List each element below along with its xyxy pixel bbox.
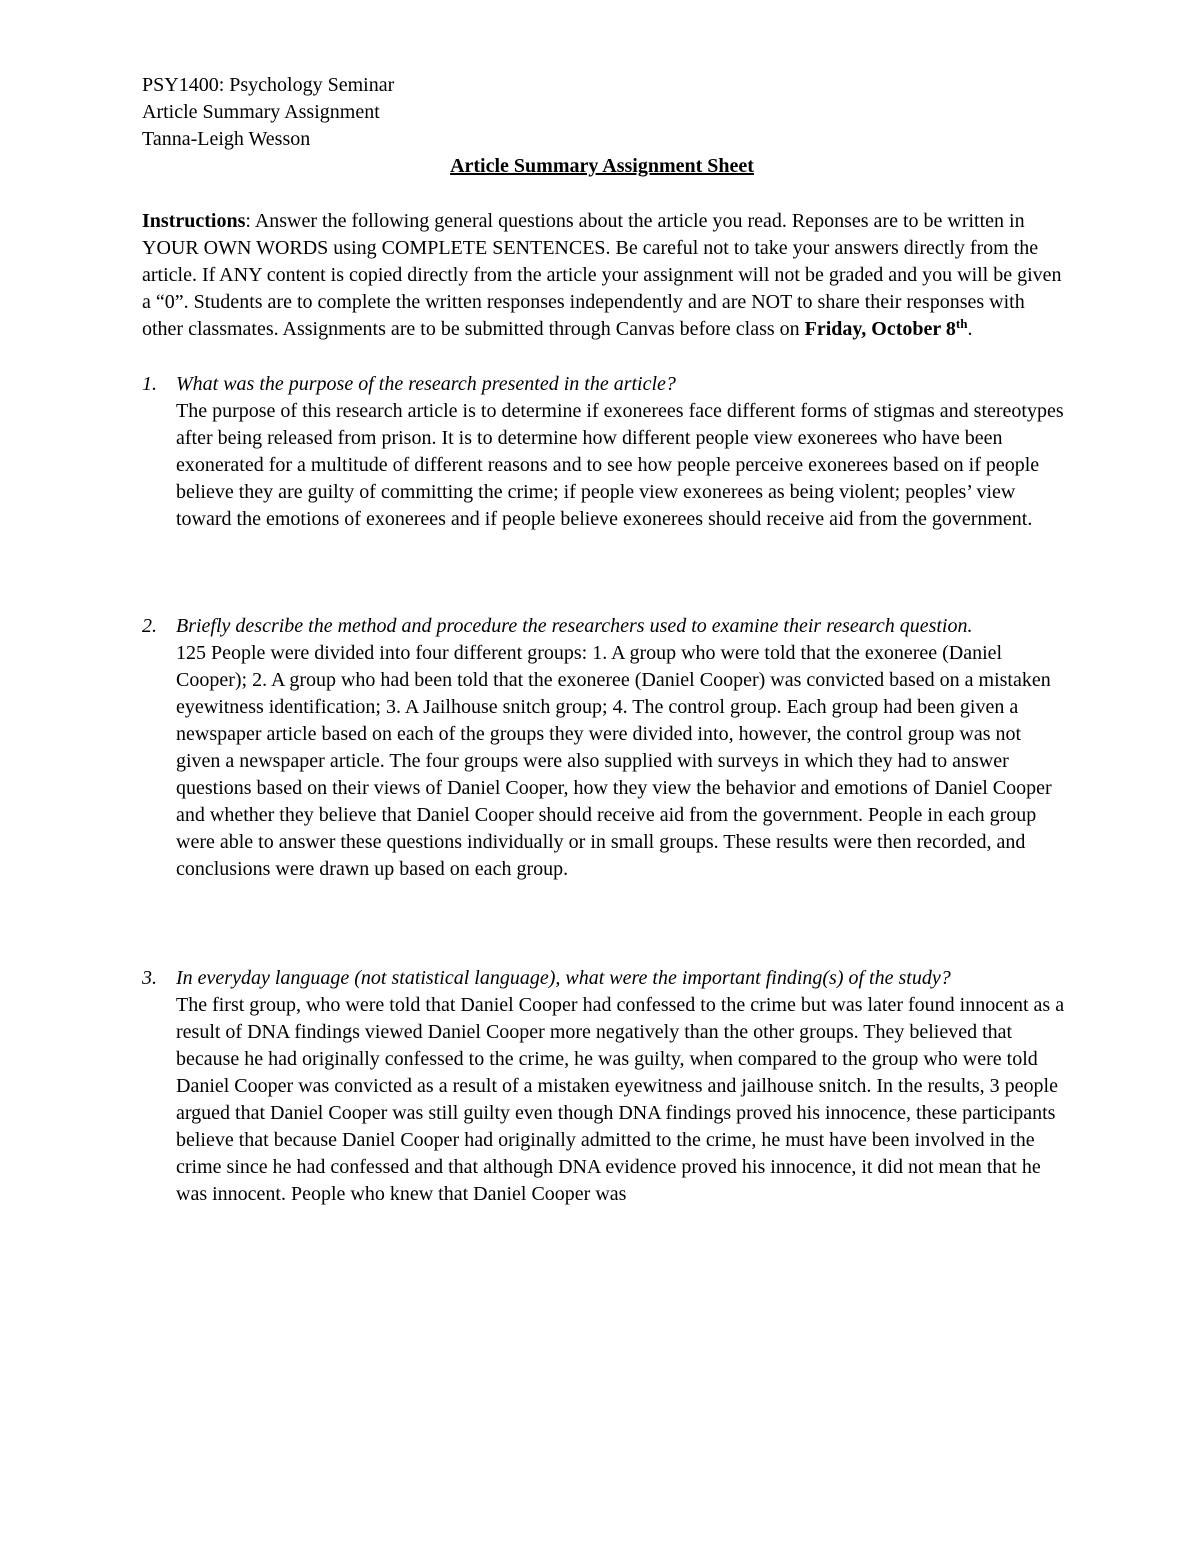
- question-2: [142, 613, 1066, 883]
- question-1: [142, 371, 1066, 533]
- instructions-body: : Answer the following general questions about the article you read. Reponses are to be written in YOUR OWN WORDS using COMPLETE SENTENCES. Be careful not to take your answers directly from the article. If ANY content is copied directly from the article your assignment will not be graded and you will be given a “0”. Students are to complete the written responses independently and are NOT to share their responses with other classmates. Assignments are to be submitted through Canvas before class on: [142, 210, 1062, 340]
- instructions-label: Instructions: [142, 210, 246, 232]
- due-date-suffix: th: [955, 316, 968, 331]
- question-number: 1.: [142, 373, 157, 395]
- question-number: 2.: [142, 615, 157, 637]
- due-date-text: Friday, October 8: [804, 318, 956, 340]
- question-text: What was the purpose of the research presented in the article?: [176, 373, 676, 395]
- question-number: 3.: [142, 967, 157, 989]
- student-name: Tanna-Leigh Wesson: [142, 128, 311, 150]
- document-page: [142, 72, 1065, 1208]
- instructions-paragraph: [142, 208, 1062, 343]
- assignment-line: Article Summary Assignment: [142, 101, 380, 123]
- answer-text: 125 People were divided into four different groups: 1. A group who were told that the exoneree (Daniel Cooper); 2. A group who had been told that the exoneree (Daniel Cooper) was convicted based on a mistaken eyewitness identification; 3. A Jailhouse snitch group; 4. The control group. Each group had been given a newspaper article based on each of the groups they were divided into, however, the control group was not given a newspaper article. The four groups were also supplied with surveys in which they had to answer questions based on their views of Daniel Cooper, how they view the behavior and emotions of Daniel Cooper and whether they believe that Daniel Cooper should receive aid from the government. People in each group were able to answer these questions individually or in small groups. These results were then recorded, and conclusions were drawn up based on each group.: [176, 642, 1052, 880]
- instructions-end: .: [967, 318, 973, 340]
- course-line: PSY1400: Psychology Seminar: [142, 74, 395, 96]
- answer-text: The first group, who were told that Daniel Cooper had confessed to the crime but was later found innocent as a result of DNA findings viewed Daniel Cooper more negatively than the other groups. They believed that because he had originally confessed to the crime, he was guilty, when compared to the group who were told Daniel Cooper was convicted as a result of a mistaken eyewitness and jailhouse snitch. In the results, 3 people argued that Daniel Cooper was still guilty even though DNA findings proved his innocence, these participants believe that because Daniel Cooper had originally admitted to the crime, he must have been involved in the crime since he had confessed and that although DNA evidence proved his innocence, it did not mean that he was innocent. People who knew that Daniel Cooper was: [176, 994, 1065, 1205]
- sheet-title: Article Summary Assignment Sheet: [450, 155, 754, 177]
- due-date: [805, 318, 968, 340]
- question-text: Briefly describe the method and procedure the researchers used to examine their research question.: [176, 615, 973, 637]
- question-3: [142, 965, 1066, 1208]
- question-text: In everyday language (not statistical language), what were the important finding(s) of the study?: [176, 967, 951, 989]
- answer-text: The purpose of this research article is to determine if exonerees face different forms of stigmas and stereotypes after being released from prison. It is to determine how different people view exonerees who have been exonerated for a multitude of different reasons and to see how people perceive exonerees based on if people believe they are guilty of committing the crime; if people view exonerees as being violent; peoples’ view toward the emotions of exonerees and if people believe exonerees should receive aid from the government.: [176, 400, 1064, 530]
